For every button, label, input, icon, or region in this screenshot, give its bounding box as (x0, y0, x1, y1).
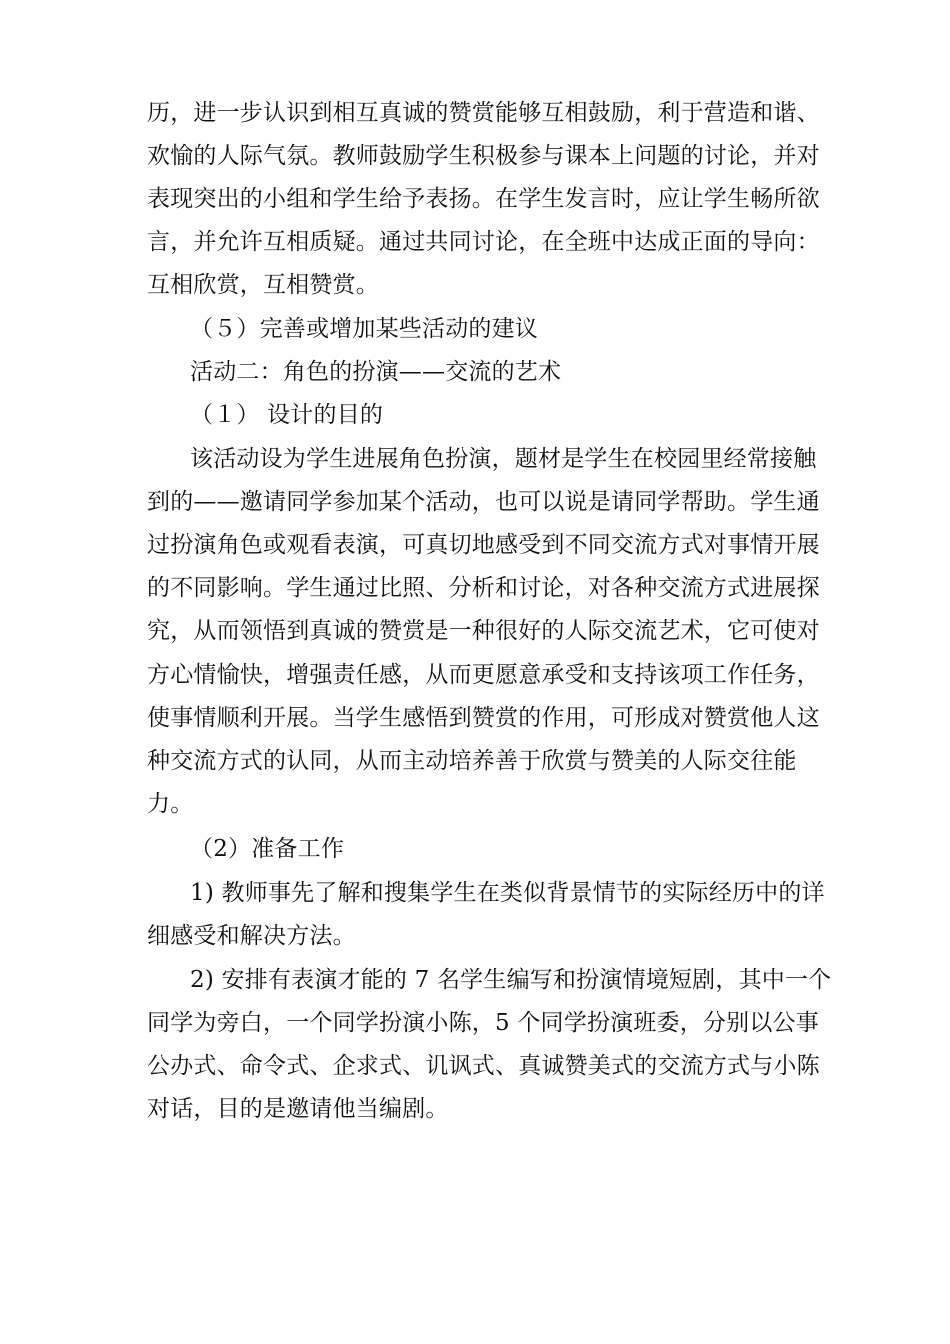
list-item-line: 细感受和解决方法。 (147, 923, 356, 949)
paragraph-line: 表现突出的小组和学生给予表扬。在学生发言时，应让学生畅所欲 (147, 186, 820, 212)
activity-heading: 活动二：角色的扮演——交流的艺术 (190, 359, 562, 385)
list-item-line: 2) 安排有表演才能的 7 名学生编写和扮演情境短剧，其中一个 (190, 967, 832, 993)
paragraph-line: 互相欣赏，互相赞赏。 (147, 272, 379, 298)
list-item-line: 同学为旁白，一个同学扮演小陈，5 个同学扮演班委，分别以公事 (147, 1010, 819, 1036)
paragraph-line: 方心情愉快，增强责任感，从而更愿意承受和支持该项工作任务， (147, 662, 820, 688)
paragraph-line: 的不同影响。学生通过比照、分析和讨论，对各种交流方式进展探 (147, 575, 820, 601)
list-item-line: 公办式、命令式、企求式、讥讽式、真诚赞美式的交流方式与小陈 (147, 1053, 820, 1079)
list-item-line: 对话，目的是邀请他当编剧。 (147, 1096, 449, 1122)
list-item-line: 1) 教师事先了解和搜集学生在类似背景情节的实际经历中的详 (190, 880, 825, 906)
paragraph-line: 种交流方式的认同，从而主动培养善于欣赏与赞美的人际交往能 (147, 748, 797, 774)
paragraph-line: 到的——邀请同学参加某个活动，也可以说是请同学帮助。学生通 (147, 489, 820, 515)
section-heading: （５）完善或增加某些活动的建议 (190, 316, 538, 342)
paragraph-line: 使事情顺利开展。当学生感悟到赞赏的作用，可形成对赞赏他人这 (147, 705, 820, 731)
paragraph-line: 究，从而领悟到真诚的赞赏是一种很好的人际交流艺术，它可使对 (147, 618, 820, 644)
paragraph-line: 欢愉的人际气氛。教师鼓励学生积极参与课本上问题的讨论，并对 (147, 143, 820, 169)
paragraph-line: 历，进一步认识到相互真诚的赞赏能够互相鼓励，利于营造和谐、 (147, 100, 820, 126)
paragraph-line: 该活动设为学生进展角色扮演，题材是学生在校园里经常接触 (190, 446, 817, 472)
subsection-heading: （１） 设计的目的 (190, 402, 384, 428)
paragraph-line: 过扮演角色或观看表演，可真切地感受到不同交流方式对事情开展 (147, 532, 820, 558)
paragraph-line: 力。 (147, 791, 194, 817)
subsection-heading: （2）准备工作 (190, 836, 345, 862)
paragraph-line: 言，并允许互相质疑。通过共同讨论，在全班中达成正面的导向： (147, 229, 820, 255)
